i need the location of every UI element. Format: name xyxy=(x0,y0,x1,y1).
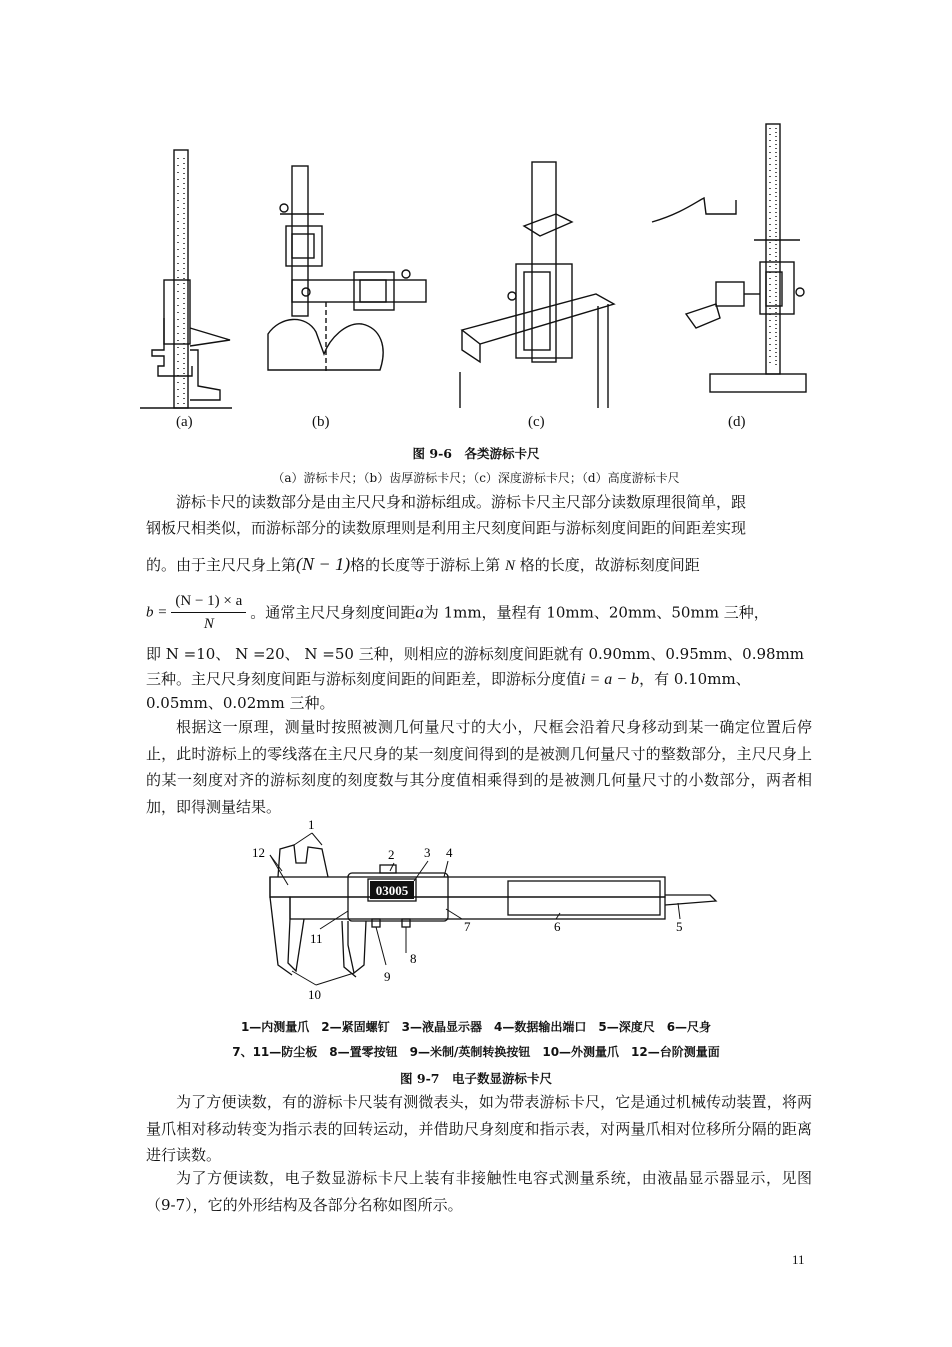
math-fraction xyxy=(171,590,246,635)
paragraph-3: 为了方便读数，有的游标卡尺装有测微表头，如为带表游标卡尺，它是通过机械传动装置，将两量爪相对移动转变为指示表的回转运动，并借助尺身刻度和指示表，对两量爪相对位移所分隔的距离进行读数。 xyxy=(146,1093,812,1164)
paragraph-4: 为了方便读数，电子数显游标卡尺上装有非接触性电容式测量系统，由液晶显示器显示，见图（9-7），它的外形结构及各部分名称如图所示。 xyxy=(146,1169,812,1214)
paragraph-1-line-1: 游标卡尺的读数部分是由主尺尺身和游标组成。游标卡尺主尺部分读数原理很简单，跟 xyxy=(176,493,747,511)
math-n: N xyxy=(504,558,515,574)
fraction-denominator: N xyxy=(203,616,214,632)
caliper-a-illustration xyxy=(140,150,232,408)
paragraph-1-line-3 xyxy=(146,551,812,580)
callout-11: 11 xyxy=(310,931,323,946)
page-number: 11 xyxy=(792,1252,805,1267)
figure-9-7-caption: 图 9-7 电子数显游标卡尺 xyxy=(400,1071,552,1086)
paragraph-1-line-4 xyxy=(146,590,812,635)
math-n-minus-1: (N − 1) xyxy=(296,554,351,574)
line-4-text-b: 为 1mm，量程有 10mm、20mm、50mm 三种， xyxy=(423,603,769,622)
lcd-display: 03005 xyxy=(375,883,409,898)
figure-label-d: (d) xyxy=(728,414,746,430)
math-i-equals: i = a − b xyxy=(581,671,640,688)
caliper-c-illustration xyxy=(460,162,614,408)
paragraph-1-line-5: 即 N =10、 N =20、 N =50 三种，则相应的游标刻度间距就有 0.90mm、0.95mm、0.98mm xyxy=(146,645,805,663)
math-a: a xyxy=(415,602,424,622)
beam-lower xyxy=(290,897,665,919)
figure-label-a: (a) xyxy=(176,414,193,430)
line-4-text-a: 。通常主尺尺身刻度间距 xyxy=(250,603,416,622)
figure-9-7 xyxy=(230,815,730,1015)
callout-12: 12 xyxy=(252,845,265,860)
figure-9-7-legend-line-1: 1—内测量爪 2—紧固螺钉 3—液晶显示器 4—数据输出端口 5—深度尺 6—尺身 xyxy=(240,1020,712,1034)
callout-10: 10 xyxy=(308,987,321,1002)
line-3-text-c: 格的长度，故游标刻度间距 xyxy=(519,556,700,574)
paragraph-1-line-7: 0.05mm、0.02mm 三种。 xyxy=(146,694,335,712)
paragraph-1-line-2: 钢板尺相类似，而游标部分的读数原理则是利用主尺刻度间距与游标刻度间距的间距差实现 xyxy=(146,519,747,537)
callout-3: 3 xyxy=(424,845,431,860)
figure-9-6-drawing xyxy=(140,118,820,438)
figure-label-b: (b) xyxy=(312,414,330,430)
caliper-b-illustration xyxy=(268,166,426,372)
figure-9-6 xyxy=(140,118,820,438)
paragraph-2: 根据这一原理，测量时按照被测几何量尺寸的大小，尺框会沿着尺身移动到某一确定位置后停止，此时游标上的零线落在主尺尺身的某一刻度间得到的是被测几何量尺寸的整数部分，主尺尺身上的某一刻度对齐的游标刻度的刻度数与其分度值相乘得到的是被测几何量尺寸的小数部分，两者相加，即得测量结果。 xyxy=(146,718,812,816)
callout-9: 9 xyxy=(384,969,391,984)
callout-7: 7 xyxy=(464,919,471,934)
figure-9-7-legend-line-2: 7、11—防尘板 8—置零按钮 9—米制/英制转换按钮 10—外测量爪 12—台阶测量面 xyxy=(232,1045,720,1059)
line-3-text-b: 格的长度等于游标上第 xyxy=(350,556,501,574)
line-3-text-a: 的。由于主尺尺身上第 xyxy=(146,556,297,574)
callout-5: 5 xyxy=(676,919,683,934)
fraction-numerator: (N − 1) × a xyxy=(171,590,246,613)
callout-2: 2 xyxy=(388,847,395,862)
callout-1: 1 xyxy=(308,817,315,832)
figure-9-6-caption: 图 9-6 各类游标卡尺 xyxy=(412,446,540,461)
math-b-equals: b = xyxy=(146,604,168,621)
callout-6: 6 xyxy=(554,919,561,934)
line-6-text-a: 三种。主尺尺身刻度间距与游标刻度间距的间距差，即游标分度值 xyxy=(146,670,582,688)
caliper-d-illustration xyxy=(652,124,806,392)
figure-label-c: (c) xyxy=(528,414,545,430)
line-6-text-b: ，有 0.10mm、 xyxy=(639,670,751,688)
callout-8: 8 xyxy=(410,951,417,966)
figure-9-6-subcaption: （a）游标卡尺；（b）齿厚游标卡尺；（c）深度游标卡尺；（d）高度游标卡尺 xyxy=(272,471,680,485)
callout-4: 4 xyxy=(446,845,453,860)
figure-9-7-drawing xyxy=(230,815,730,1015)
